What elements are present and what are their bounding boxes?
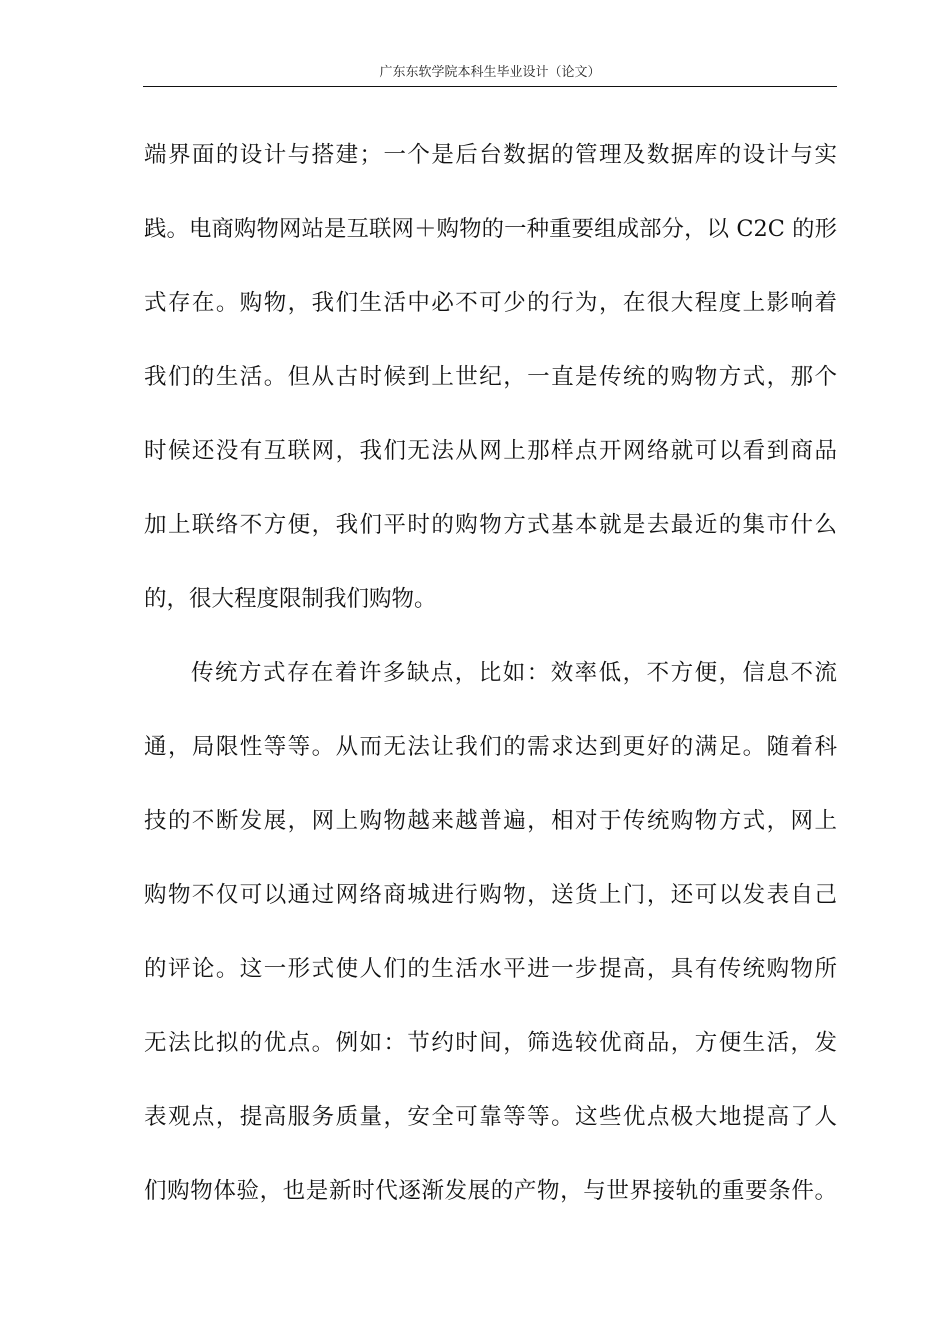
text-line: 表观点，提高服务质量，安全可靠等等。这些优点极大地提高了人 <box>144 1104 837 1130</box>
text-line: 购物不仅可以通过网络商城进行购物，送货上门，还可以发表自己 <box>144 882 837 908</box>
text-line: 践。电商购物网站是互联网＋购物的一种重要组成部分，以 C2C 的形 <box>144 216 837 242</box>
header-title: 广东东软学院本科生毕业设计（论文） <box>379 65 601 80</box>
text-line: 的，很大程度限制我们购物。 <box>144 586 437 612</box>
text-line: 通，局限性等等。从而无法让我们的需求达到更好的满足。随着科 <box>144 734 837 760</box>
text-line: 们购物体验，也是新时代逐渐发展的产物，与世界接轨的重要条件。 <box>144 1178 837 1204</box>
text-line: 的评论。这一形式使人们的生活水平进一步提高，具有传统购物所 <box>144 956 837 982</box>
text-line: 我们的生活。但从古时候到上世纪，一直是传统的购物方式，那个 <box>144 364 837 390</box>
text-line: 技的不断发展，网上购物越来越普遍，相对于传统购物方式，网上 <box>144 808 837 834</box>
text-line: 加上联络不方便，我们平时的购物方式基本就是去最近的集市什么 <box>144 512 837 538</box>
text-line: 无法比拟的优点。例如：节约时间，筛选较优商品，方便生活，发 <box>144 1030 837 1056</box>
text-line: 传统方式存在着许多缺点，比如：效率低，不方便，信息不流 <box>191 660 837 686</box>
text-line: 式存在。购物，我们生活中必不可少的行为，在很大程度上影响着 <box>144 290 837 316</box>
text-line: 端界面的设计与搭建；一个是后台数据的管理及数据库的设计与实 <box>144 142 837 168</box>
page-header <box>143 64 837 87</box>
text-line: 时候还没有互联网，我们无法从网上那样点开网络就可以看到商品 <box>144 438 837 464</box>
body-text <box>144 118 837 1228</box>
